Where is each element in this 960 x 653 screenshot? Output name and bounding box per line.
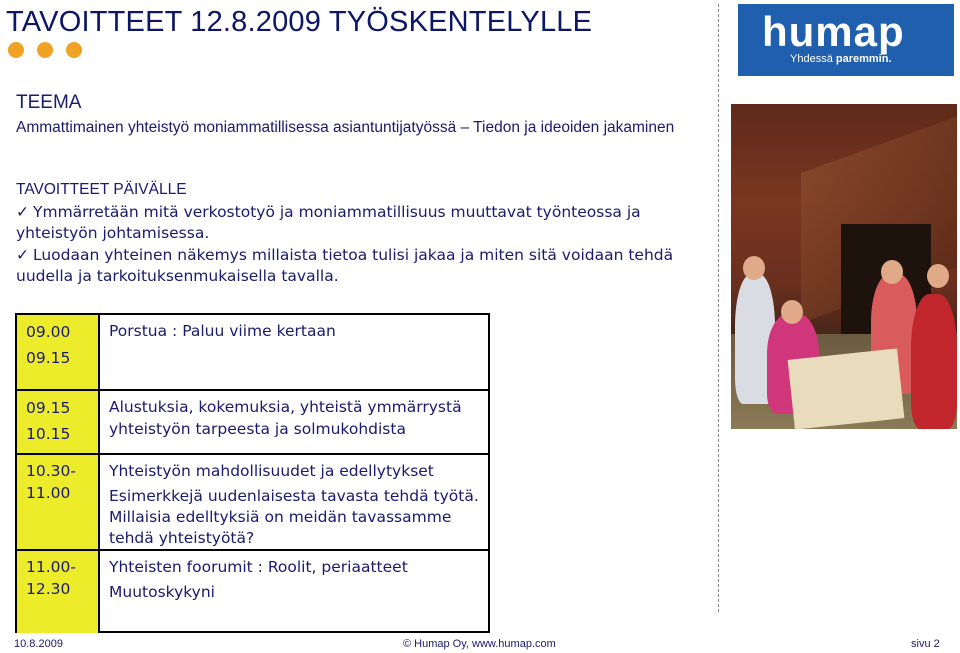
slide-title: TAVOITTEET 12.8.2009 TYÖSKENTELYLLE <box>6 6 593 38</box>
map-sheet <box>788 348 905 429</box>
footer-copyright: © Humap Oy, www.humap.com <box>403 638 556 650</box>
time-start: 10.30- <box>26 462 76 480</box>
logo-wordmark: humap <box>762 8 905 55</box>
group-photo <box>731 104 957 429</box>
agenda-time <box>17 455 100 549</box>
check-icon: ✓ <box>16 246 29 264</box>
time-start: 09.15 <box>26 399 71 417</box>
logo-tagline <box>790 53 892 65</box>
agenda-row <box>17 455 488 551</box>
agenda-title: Yhteistyön mahdollisuudet ja edellytykset <box>109 462 434 480</box>
time-start: 11.00- <box>26 558 76 576</box>
agenda-row <box>17 391 488 455</box>
agenda-subtext: Esimerkkejä uudenlaisesta tavasta tehdä työtä. Millaisia edelltyksiä on meidän tavassamme tehdä yhteistyötä? <box>109 487 479 547</box>
dot-icon <box>8 42 24 58</box>
logo-tagline-prefix: Yhdessä <box>790 53 833 65</box>
agenda-time <box>17 315 100 389</box>
agenda-title: Alustuksia, kokemuksia, yhteistä ymmärrystä yhteistyön tarpeesta ja solmukohdista <box>109 398 462 438</box>
goal-item <box>16 245 706 287</box>
goal-item <box>16 202 706 244</box>
agenda-time <box>17 391 100 453</box>
teema-heading: TEEMA <box>16 92 82 113</box>
time-end: 10.15 <box>26 425 71 443</box>
agenda-row <box>17 315 488 391</box>
agenda-row <box>17 551 488 633</box>
agenda-description <box>100 391 488 453</box>
time-end: 12.30 <box>26 580 71 598</box>
agenda-description <box>100 315 488 389</box>
agenda-description <box>100 455 488 549</box>
agenda-description <box>100 551 488 633</box>
agenda-title: Yhteisten foorumit : Roolit, periaatteet <box>109 558 408 576</box>
agenda-subtext: Muutoskykyni <box>109 583 215 601</box>
dot-icon <box>37 42 53 58</box>
logo-tagline-bold: paremmin. <box>835 53 892 65</box>
teema-text: Ammattimainen yhteistyö moniammatillisessa asiantuntijatyössä – Tiedon ja ideoiden jakaminen <box>16 119 675 136</box>
footer-page-number: sivu 2 <box>911 638 940 650</box>
footer-date: 10.8.2009 <box>14 638 63 650</box>
humap-logo <box>738 4 954 76</box>
goals-heading: TAVOITTEET PÄIVÄLLE <box>16 181 187 198</box>
dot-icon <box>66 42 82 58</box>
divider <box>718 4 719 612</box>
agenda-time <box>17 551 100 633</box>
decorative-dots <box>8 42 82 58</box>
goal-text: Ymmärretään mitä verkostotyö ja moniammatillisuus muuttavat työnteossa ja yhteistyön johtamisessa. <box>16 203 641 242</box>
agenda-title: Porstua : Paluu viime kertaan <box>109 322 336 340</box>
agenda-table <box>15 313 490 633</box>
goal-text: Luodaan yhteinen näkemys millaista tietoa tulisi jakaa ja miten sitä voidaan tehdä uudella ja tarkoituksenmukaisella tavalla. <box>16 246 674 285</box>
time-end: 09.15 <box>26 349 71 367</box>
time-start: 09.00 <box>26 323 71 341</box>
check-icon: ✓ <box>16 203 29 221</box>
time-end: 11.00 <box>26 484 71 502</box>
